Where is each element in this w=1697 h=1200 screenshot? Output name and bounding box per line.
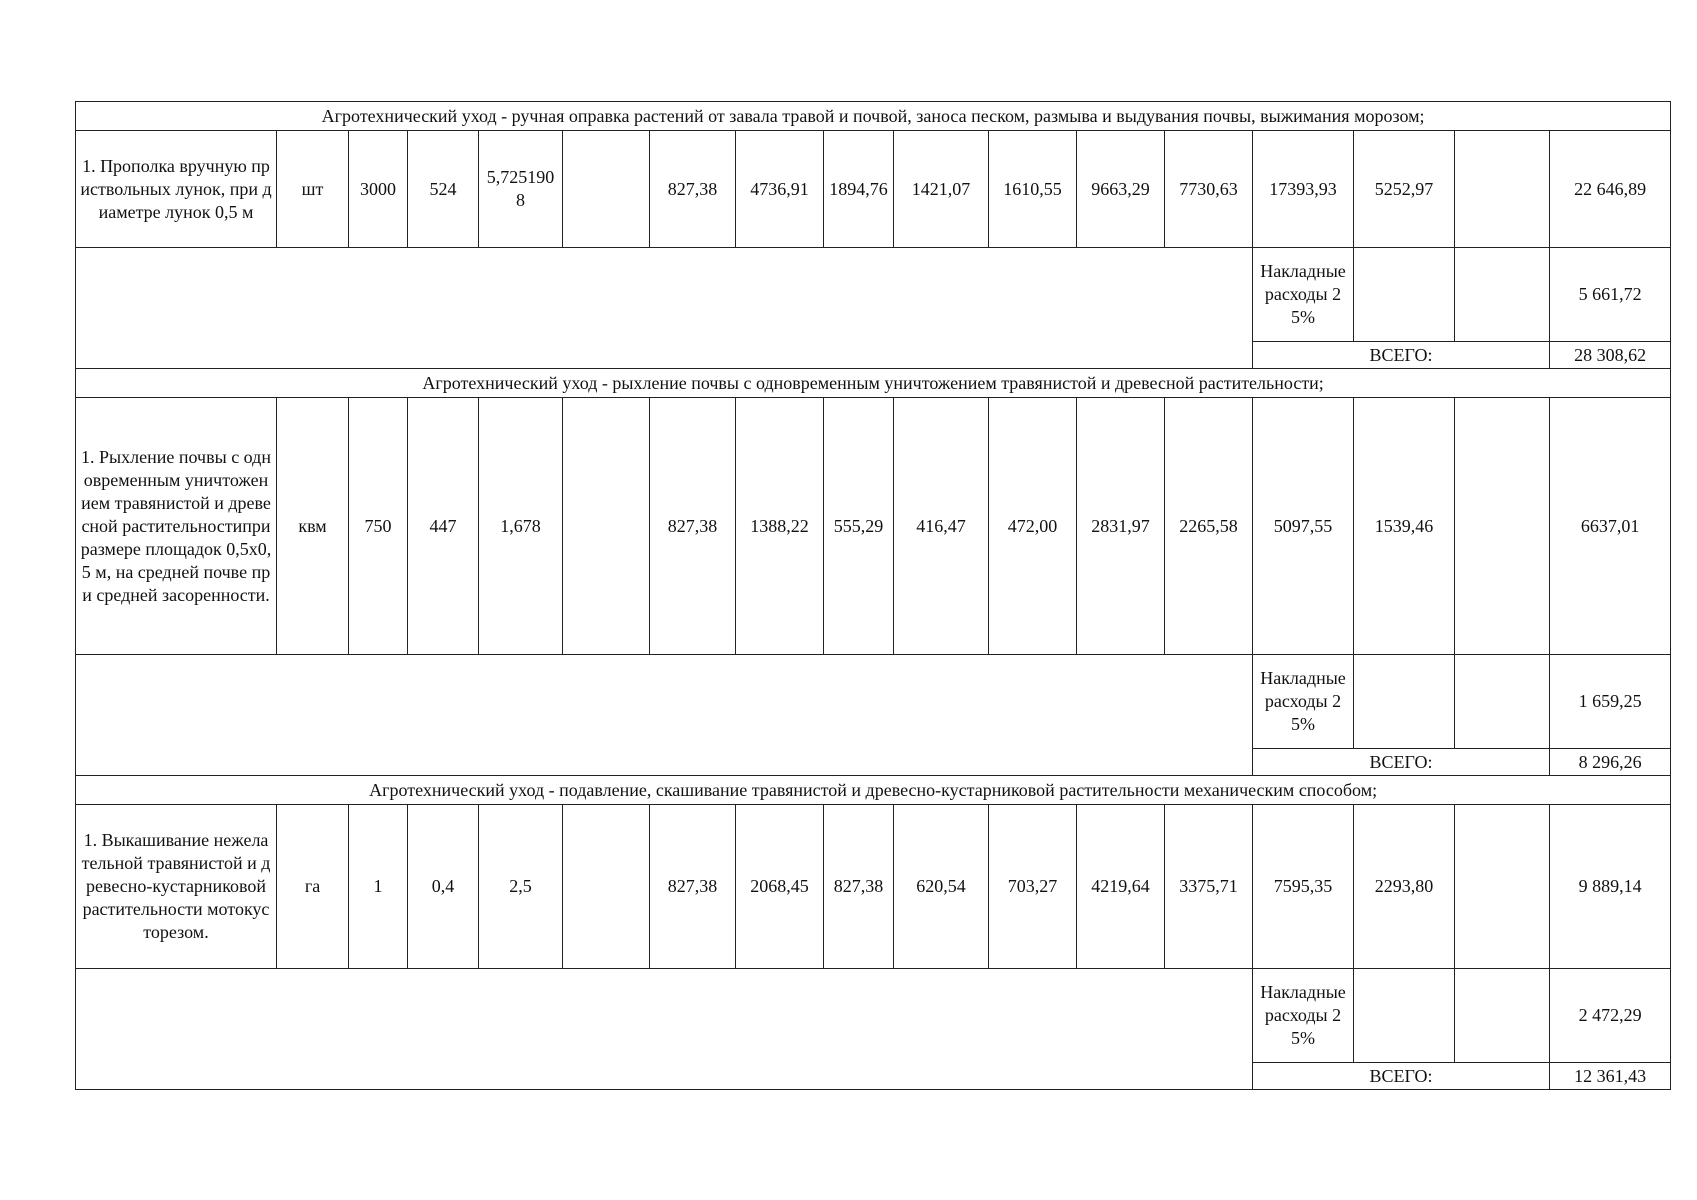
data-cell: 827,38: [650, 131, 736, 248]
row-total: 9 889,14: [1550, 805, 1671, 969]
data-cell: 827,38: [650, 398, 736, 655]
sum-label: ВСЕГО:: [1253, 749, 1550, 776]
data-cell: 620,54: [894, 805, 989, 969]
unit-cell: квм: [277, 398, 349, 655]
data-cell: 1610,55: [989, 131, 1077, 248]
sum-label: ВСЕГО:: [1253, 1063, 1550, 1090]
data-cell: 3375,71: [1165, 805, 1253, 969]
section-header-row: [76, 369, 1671, 398]
section-header-row: [76, 776, 1671, 805]
data-cell: 9663,29: [1077, 131, 1165, 248]
data-cell: 0,4: [408, 805, 479, 969]
work-name: 1. Рыхление почвы с одновременным уничтожением травянистой и древесной растительностипри размере площадок 0,5х0,5 м, на средней почве при средней засоренности.: [76, 398, 277, 655]
table-row: [76, 131, 1671, 248]
data-cell: 7595,35: [1253, 805, 1354, 969]
data-cell: 7730,63: [1165, 131, 1253, 248]
empty-cell: [1455, 969, 1550, 1063]
cost-estimate-table: [75, 101, 1671, 1090]
data-cell: 4219,64: [1077, 805, 1165, 969]
data-cell: 2831,97: [1077, 398, 1165, 655]
overhead-label: Накладные расходы 25%: [1253, 248, 1354, 342]
overhead-row: [76, 248, 1671, 342]
data-cell: [563, 131, 650, 248]
document-page: [75, 101, 1670, 1090]
empty-cell: [1455, 655, 1550, 749]
section-header-row: [76, 102, 1671, 131]
empty-cell: [1354, 248, 1455, 342]
data-cell: 2,5: [479, 805, 563, 969]
overhead-value: 2 472,29: [1550, 969, 1671, 1063]
data-cell: [1455, 398, 1550, 655]
sum-value: 28 308,62: [1550, 342, 1671, 369]
data-cell: 4736,91: [736, 131, 824, 248]
row-total: 22 646,89: [1550, 131, 1671, 248]
data-cell: 1388,22: [736, 398, 824, 655]
data-cell: 703,27: [989, 805, 1077, 969]
data-cell: 5252,97: [1354, 131, 1455, 248]
data-cell: 5,7251908: [479, 131, 563, 248]
overhead-value: 5 661,72: [1550, 248, 1671, 342]
blank-area: [76, 248, 1253, 369]
overhead-row: [76, 969, 1671, 1063]
empty-cell: [1455, 248, 1550, 342]
data-cell: [563, 805, 650, 969]
data-cell: [1455, 131, 1550, 248]
sum-value: 12 361,43: [1550, 1063, 1671, 1090]
blank-area: [76, 969, 1253, 1090]
data-cell: 2293,80: [1354, 805, 1455, 969]
table-row: [76, 805, 1671, 969]
work-name: 1. Прополка вручную приствольных лунок, при диаметре лунок 0,5 м: [76, 131, 277, 248]
overhead-label: Накладные расходы 25%: [1253, 655, 1354, 749]
data-cell: 524: [408, 131, 479, 248]
unit-cell: шт: [277, 131, 349, 248]
table-row: [76, 398, 1671, 655]
data-cell: 827,38: [824, 805, 894, 969]
quantity-cell: 3000: [349, 131, 408, 248]
empty-cell: [1354, 655, 1455, 749]
unit-cell: га: [277, 805, 349, 969]
data-cell: 1539,46: [1354, 398, 1455, 655]
row-total: 6637,01: [1550, 398, 1671, 655]
empty-cell: [1354, 969, 1455, 1063]
work-name: 1. Выкашивание нежелательной травянистой и древесно-кустарниковой растительности мотокусторезом.: [76, 805, 277, 969]
overhead-label: Накладные расходы 25%: [1253, 969, 1354, 1063]
data-cell: 1894,76: [824, 131, 894, 248]
section-title: Агротехнический уход - ручная оправка растений от завала травой и почвой, заноса песком, размыва и выдувания почвы, выжимания морозом;: [76, 102, 1671, 131]
data-cell: 17393,93: [1253, 131, 1354, 248]
data-cell: 416,47: [894, 398, 989, 655]
overhead-value: 1 659,25: [1550, 655, 1671, 749]
sum-label: ВСЕГО:: [1253, 342, 1550, 369]
data-cell: 447: [408, 398, 479, 655]
blank-area: [76, 655, 1253, 776]
data-cell: 2265,58: [1165, 398, 1253, 655]
overhead-row: [76, 655, 1671, 749]
data-cell: 1421,07: [894, 131, 989, 248]
quantity-cell: 750: [349, 398, 408, 655]
data-cell: [1455, 805, 1550, 969]
data-cell: [563, 398, 650, 655]
data-cell: 1,678: [479, 398, 563, 655]
data-cell: 555,29: [824, 398, 894, 655]
section-title: Агротехнический уход - подавление, скашивание травянистой и древесно-кустарниковой растительности механическим способом;: [76, 776, 1671, 805]
data-cell: 5097,55: [1253, 398, 1354, 655]
sum-value: 8 296,26: [1550, 749, 1671, 776]
data-cell: 827,38: [650, 805, 736, 969]
quantity-cell: 1: [349, 805, 408, 969]
data-cell: 472,00: [989, 398, 1077, 655]
section-title: Агротехнический уход - рыхление почвы с одновременным уничтожением травянистой и древесной растительности;: [76, 369, 1671, 398]
data-cell: 2068,45: [736, 805, 824, 969]
